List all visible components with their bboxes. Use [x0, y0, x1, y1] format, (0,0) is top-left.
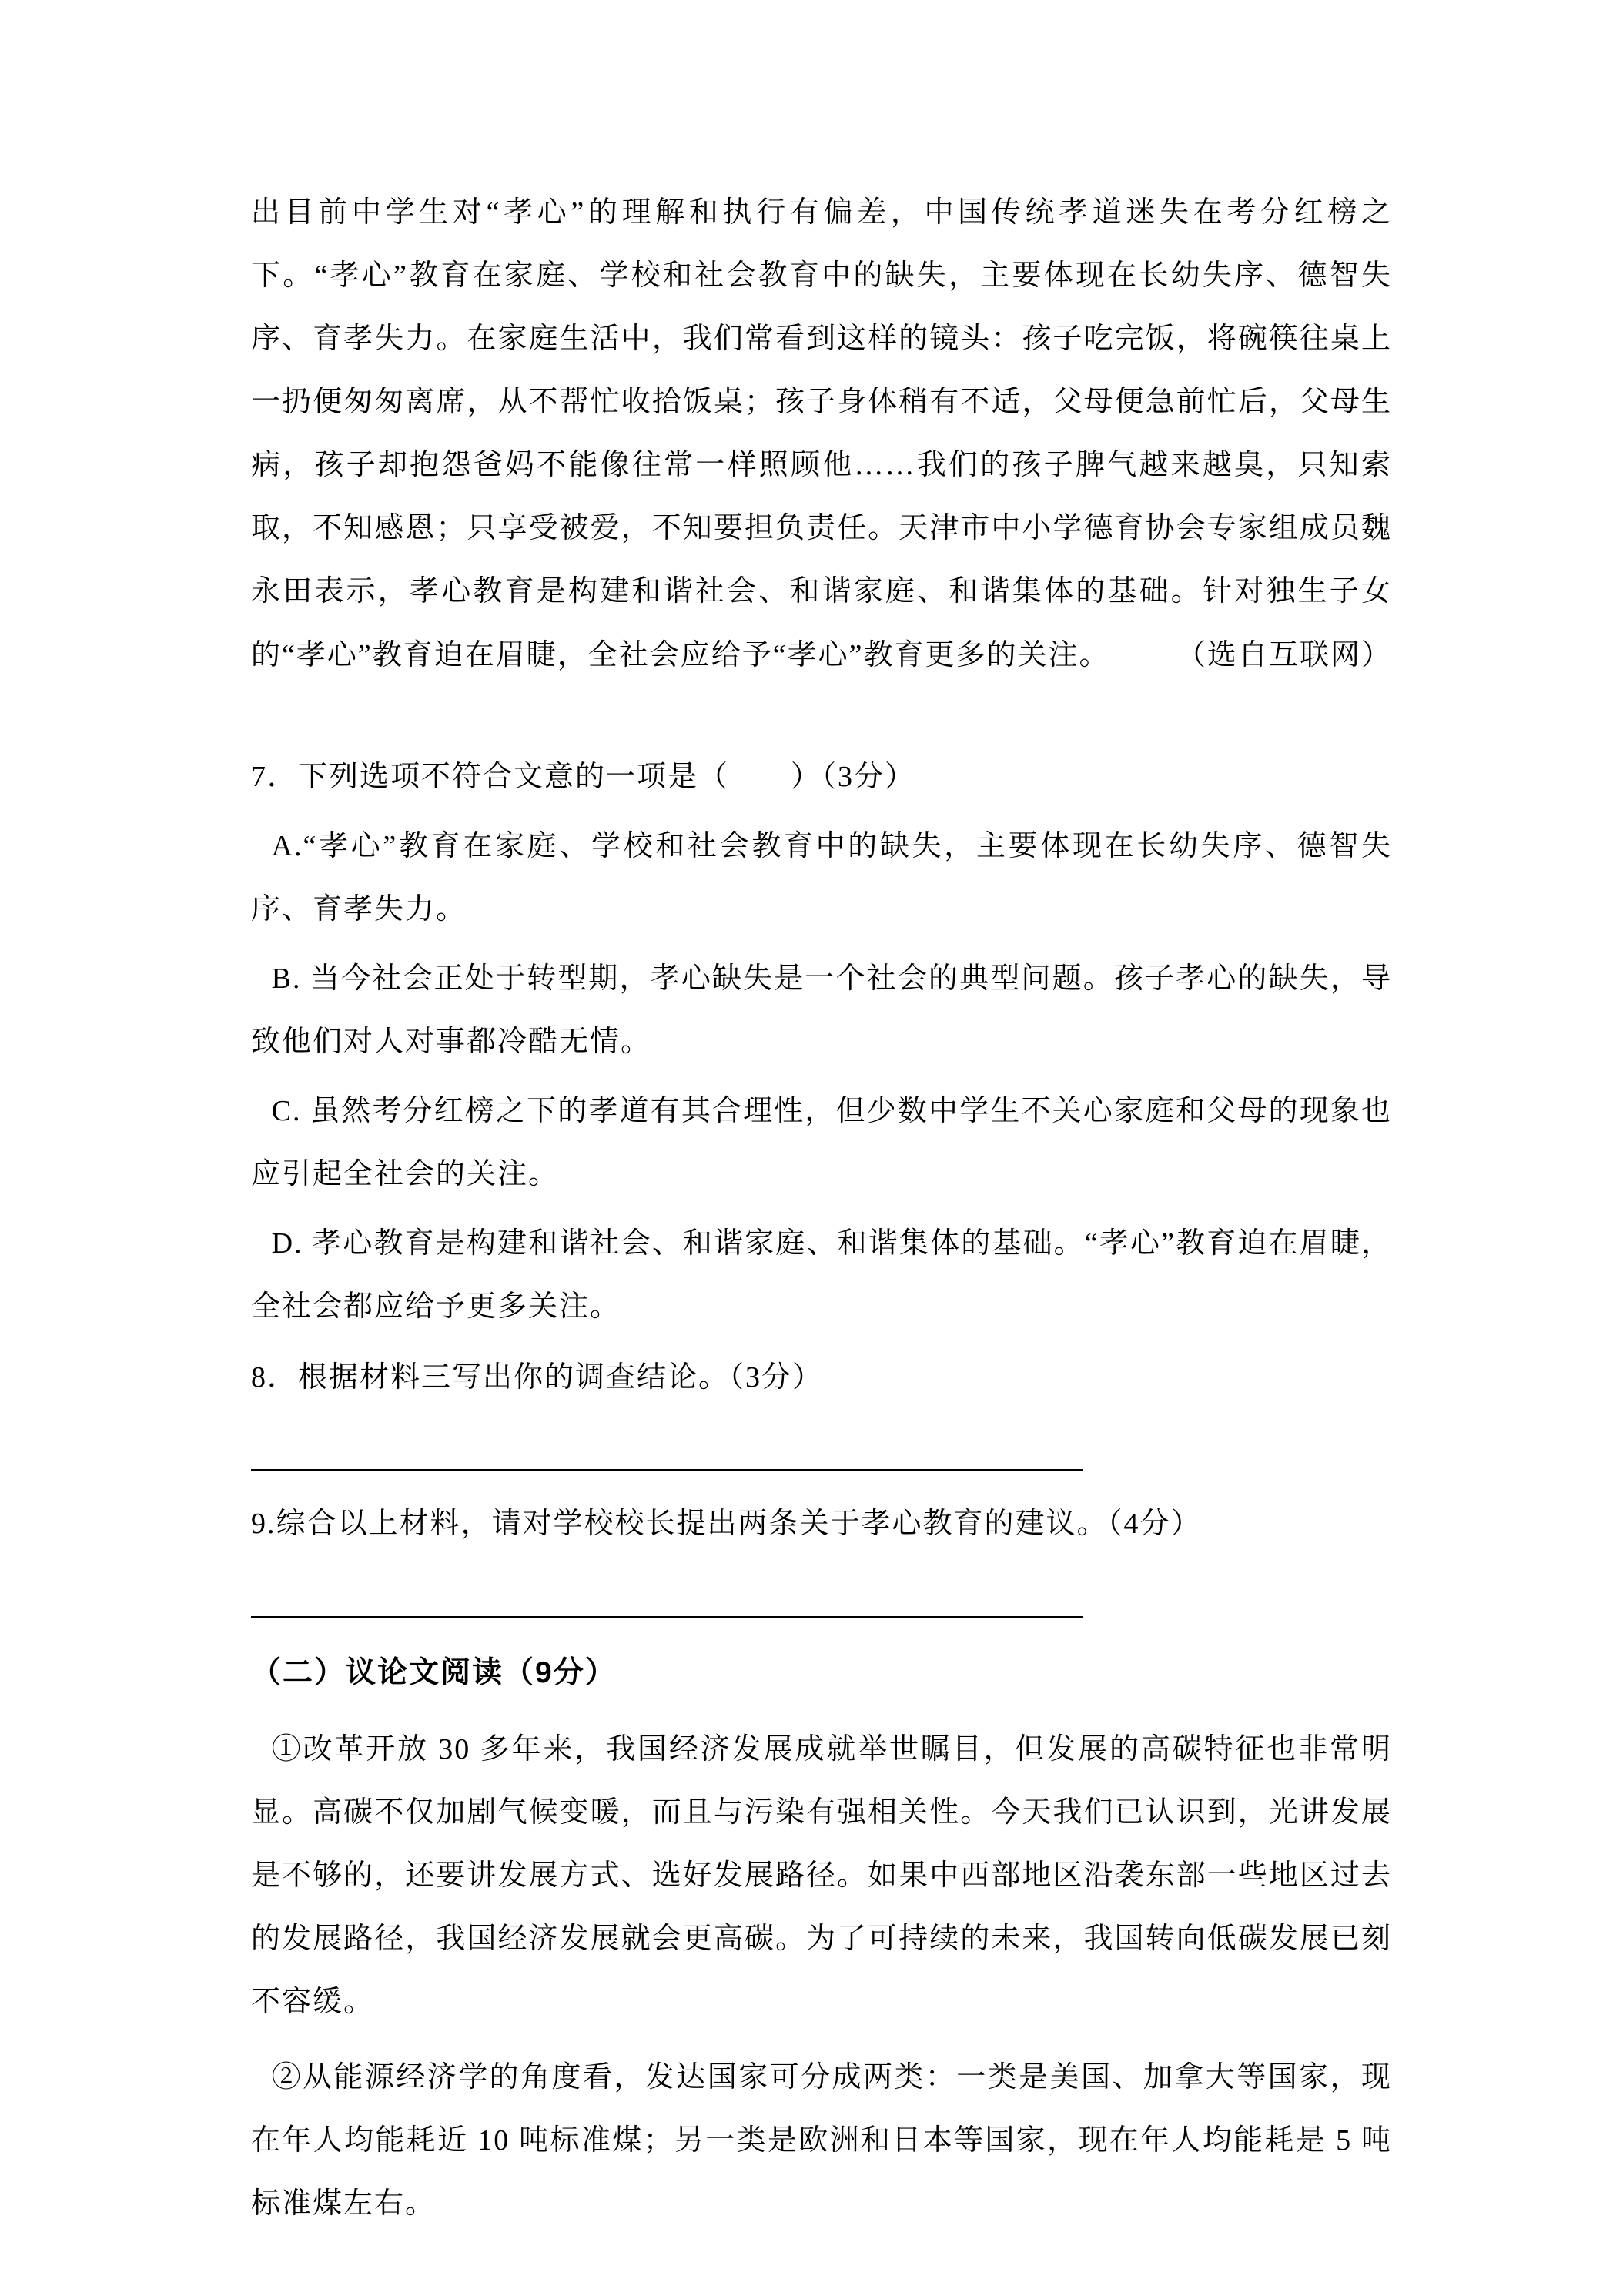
- essay-paragraph-2: ②从能源经济学的角度看，发达国家可分成两类：一类是美国、加拿大等国家，现在年人均能耗近 10 吨标准煤；另一类是欧洲和日本等国家，现在年人均能耗是 5 吨标准煤左右。: [251, 2061, 1392, 2221]
- question-7-option-c: C. 虽然考分红榜之下的孝道有其合理性，但少数中学生不关心家庭和父母的现象也应引起全社会的关注。: [251, 1095, 1392, 1191]
- question-8-stem: 8．根据材料三写出你的调查结论。（3分）: [251, 1361, 824, 1394]
- question-9-stem: 9.综合以上材料，请对学校校长提出两条关于孝心教育的建议。（4分）: [251, 1508, 1202, 1541]
- question-7-stem: 7．下列选项不符合文意的一项是（ ）（3分）: [251, 760, 916, 793]
- source-attribution: （选自互联网）: [1176, 638, 1392, 671]
- intro-paragraph: 出目前中学生对“孝心”的理解和执行有偏差，中国传统孝道迷失在考分红榜之下。“孝心”教育在家庭、学校和社会教育中的缺失，主要体现在长幼失序、德智失序、育孝失力。在家庭生活中，我们常看到这样的镜头：孩子吃完饭，将碗筷往桌上一扔便匆匆离席，从不帮忙收拾饭桌；孩子身体稍有不适，父母便急前忙后，父母生病，孩子却抱怨爸妈不能像往常一样照顾他……我们的孩子脾气越来越臭，只知索取，不知感恩；只享受被爱，不知要担负责任。天津市中小学德育协会专家组成员魏永田表示，孝心教育是构建和谐社会、和谐家庭、和谐集体的基础。针对独生子女的“孝心”教育迫在眉睫，全社会应给予“孝心”教育更多的关注。: [251, 196, 1392, 671]
- essay-paragraph-1: ①改革开放 30 多年来，我国经济发展成就举世瞩目，但发展的高碳特征也非常明显。高碳不仅加剧气候变暖，而且与污染有强相关性。今天我们已认识到，光讲发展是不够的，还要讲发展方式、选好发展路径。如果中西部地区沿袭东部一些地区过去的发展路径，我国经济发展就会更高碳。为了可持续的未来，我国转向低碳发展已刻不容缓。: [251, 1732, 1392, 2019]
- question-8-answer-line: [251, 1424, 1083, 1471]
- section-2-heading: （二）议论文阅读（9分）: [251, 1655, 617, 1689]
- question-7-option-a: A.“孝心”教育在家庭、学校和社会教育中的缺失，主要体现在长幼失序、德智失序、育孝失力。: [251, 829, 1392, 925]
- question-7-option-b: B. 当今社会正处于转型期，孝心缺失是一个社会的典型问题。孩子孝心的缺失，导致他们对人对事都冷酷无情。: [251, 962, 1392, 1059]
- question-9-answer-line: [251, 1571, 1083, 1618]
- question-7-option-d: D. 孝心教育是构建和谐社会、和谐家庭、和谐集体的基础。“孝心”教育迫在眉睫，全社会都应给予更多关注。: [251, 1227, 1392, 1324]
